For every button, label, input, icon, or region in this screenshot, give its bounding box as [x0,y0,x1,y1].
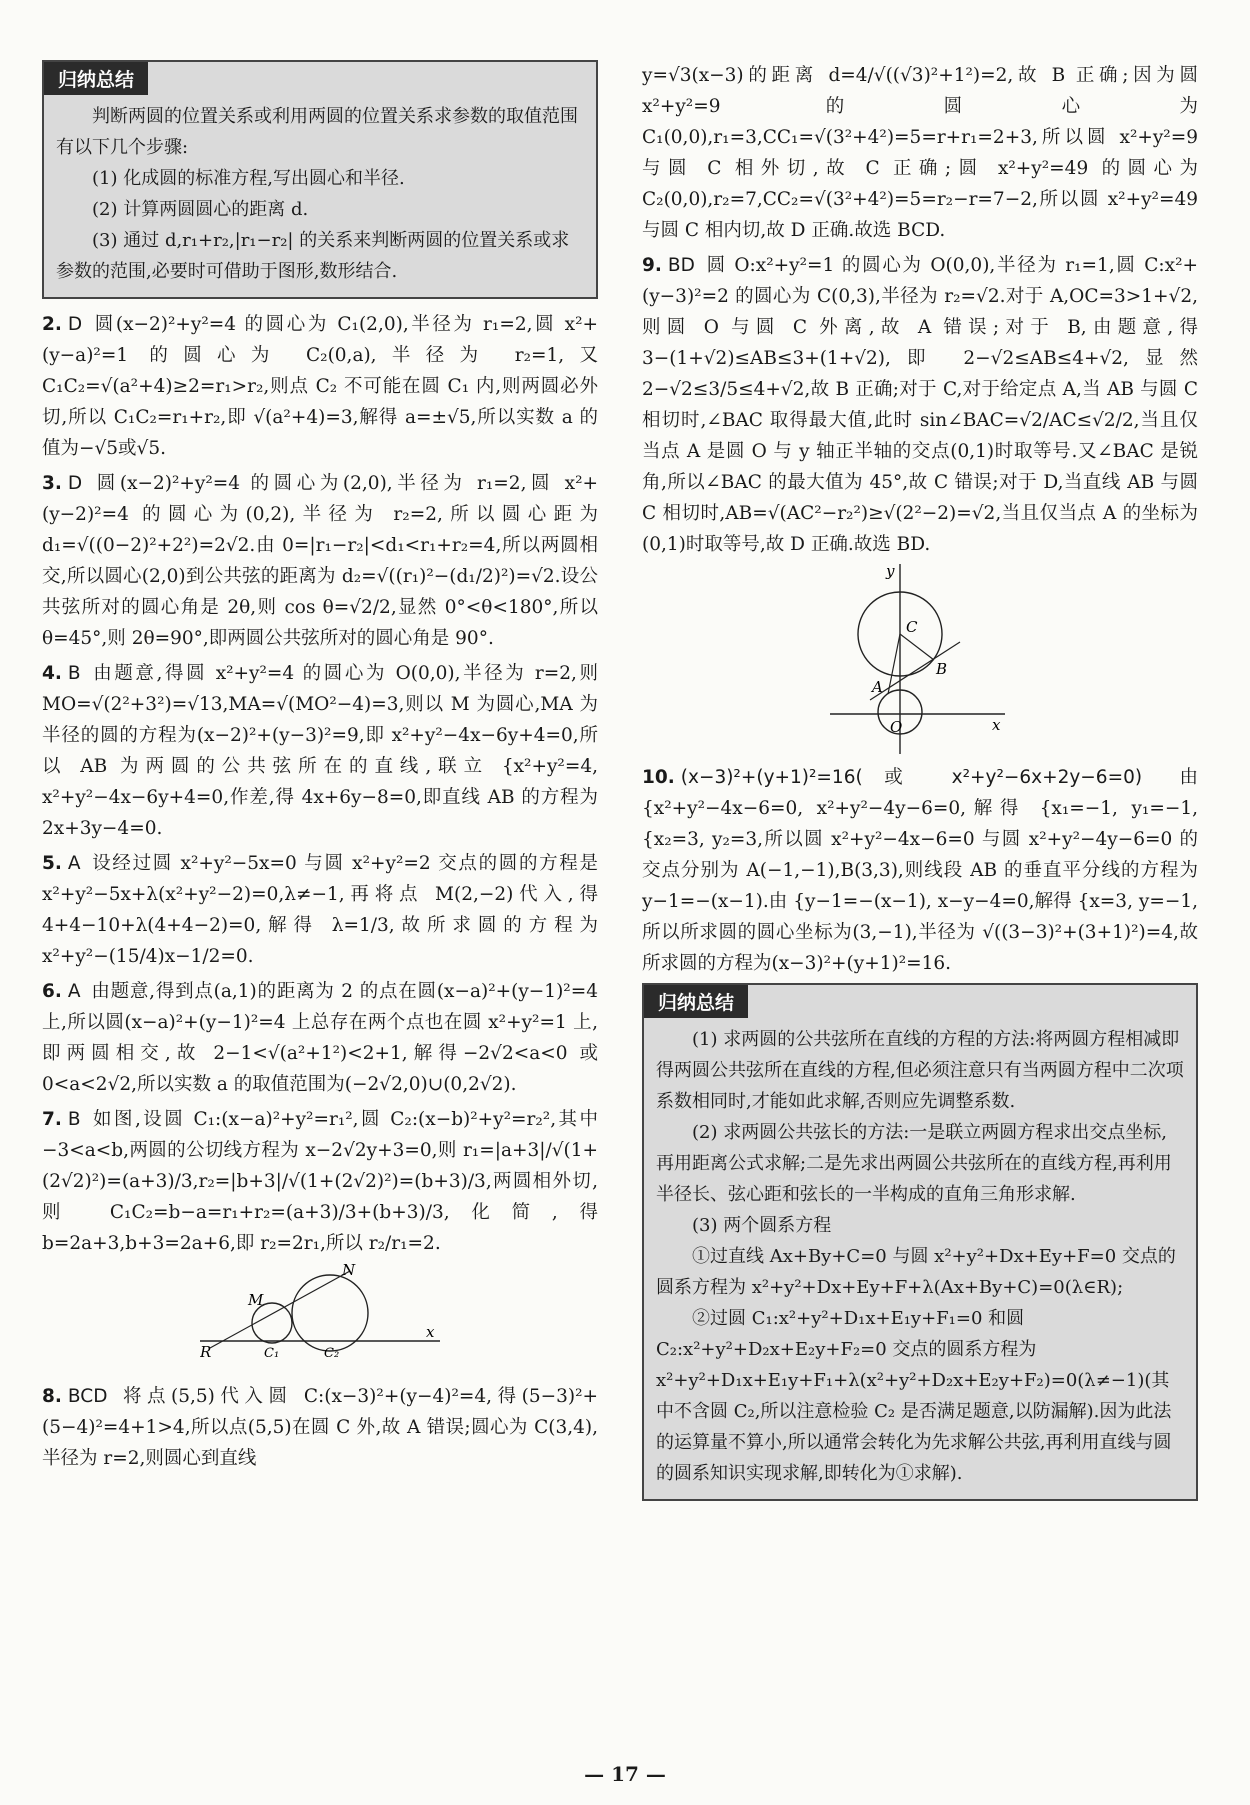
right-column [642,60,1198,1511]
circle-c2 [292,1275,368,1351]
item-answer: D [67,473,83,494]
item-text: 圆 O:x²+y²=1 的圆心为 O(0,0),半径为 r₁=1,圆 C:x²+(y−3)²=2 的圆心为 C(0,3),半径为 r₂=√2.对于 A,OC=3>1+√2,则圆 O 与圆 C 外离,故 A 错误;对于 B,由题意,得 3−(1+√2)≤AB≤3+(1+√2),即 2−√2≤AB≤4+√2,显然 2−√2≤3/5≤4+√2,故 B 正确;对于 C,对于给定点 A,当 AB 与圆 C 相切时,∠BAC 取得最大值,此时 sin∠BAC=√2/AC≤√2/2,当且仅当点 A 是圆 O 与 y 轴正半轴的交点(0,1)时取等号.又∠BAC 是锐角,所以∠BAC 的最大值为 45°,故 C 错误;对于 D,当直线 AB 与圆 C 相切时,AB=√(AC²−r₂²)≥√(2²−2)=√2,当且仅当点 A 的坐标为(0,1)时取等号,故 D 正确.故选 BD. [642,255,1198,555]
item-number: 4. [42,663,62,684]
item-answer: BCD [67,1386,108,1407]
summary-box-2 [642,983,1198,1501]
item-number: 3. [42,473,62,494]
item-answer: (x−3)²+(y+1)²=16(或 x²+y²−6x+2y−6=0) [680,767,1143,788]
label-y: y [886,564,895,580]
item-answer: B [67,1109,81,1130]
summary-line: (3) 通过 d,r₁+r₂,|r₁−r₂| 的关系来判断两圆的位置关系或求参数的范围,必要时可借助于图形,数形结合. [56,230,570,282]
solution-item-8-continued [642,60,1198,246]
solution-item-8 [42,1381,598,1474]
label-x: x [992,716,1001,734]
item-text: 将点(5,5)代入圆 C:(x−3)²+(y−4)²=4,得(5−3)²+(5−4)²=4+1>4,所以点(5,5)在圆 C 外,故 A 错误;圆心为 C(3,4),半径为 r=2,则圆心到直线 [42,1386,598,1469]
summary-tag: 归纳总结 [644,985,748,1018]
tangent-line [210,1271,350,1348]
item-number: 6. [42,981,62,1002]
item-text: y=√3(x−3)的距离 d=4/√((√3)²+1²)=2,故 B 正确;因为圆 x²+y²=9 的圆心为 C₁(0,0),r₁=3,CC₁=√(3²+4²)=5=r+r₁=2+3,所以圆 x²+y²=9 与圆 C 相外切,故 C 正确;圆 x²+y²=49 的圆心为 C₂(0,0),r₂=7,CC₂=√(3²+4²)=5=r₂−r=7−2,所以圆 x²+y²=49 与圆 C 相内切,故 D 正确.故选 BCD. [642,65,1198,241]
item-number: 5. [42,853,62,874]
solution-item-4 [42,658,598,844]
label-o: O [890,718,903,736]
solution-item-5 [42,848,598,972]
label-r: R [200,1343,212,1361]
label-x: x [426,1323,435,1341]
figure-item-7 [200,1263,440,1373]
item-answer: B [67,663,81,684]
circle-c1 [252,1303,292,1343]
item-text: 如图,设圆 C₁:(x−a)²+y²=r₁²,圆 C₂:(x−b)²+y²=r₂²,其中−3<a<b,两圆的公切线方程为 x−2√2y+3=0,则 r₁=|a+3|/√(1+(2√2)²)=(a+3)/3,r₂=|b+3|/√(1+(2√2)²)=(b+3)/3,两圆相外切,则 C₁C₂=b−a=r₁+r₂=(a+3)/3+(b+3)/3,化简,得 b=2a+3,b+3=2a+6,即 r₂=2r₁,所以 r₂/r₁=2. [42,1109,598,1254]
solution-item-10 [642,762,1198,979]
item-answer: A [67,853,81,874]
label-a: A [872,678,883,696]
summary-line: (2) 求两圆公共弦长的方法:一是联立两圆方程求出交点坐标,再用距离公式求解;二是先求出两圆公共弦所在的直线方程,再利用半径长、弦心距和弦长的一半构成的直角三角形求解. [656,1122,1172,1205]
item-answer: D [67,314,83,335]
summary-line: ①过直线 Ax+By+C=0 与圆 x²+y²+Dx+Ey+F=0 交点的圆系方程为 x²+y²+Dx+Ey+F+λ(Ax+By+C)=0(λ∈R); [656,1246,1176,1298]
label-c: C [906,618,918,636]
segment-cb [900,634,934,660]
summary-line: ②过圆 C₁:x²+y²+D₁x+E₁y+F₁=0 和圆 C₂:x²+y²+D₂x+E₂y+F₂=0 交点的圆系方程为 x²+y²+D₁x+E₁y+F₁+λ(x²+y²+D₂x+E₂y+F₂)=0(λ≠−1)(其中不含圆 C₂,所以注意检验 C₂ 是否满足题意,以防漏解).因为此法的运算量不算小,所以通常会转化为先求解公共弦,再利用直线与圆的圆系知识实现求解,即转化为①求解). [656,1308,1172,1484]
label-m: M [248,1291,264,1309]
item-text: 圆(x−2)²+y²=4 的圆心为 C₁(2,0),半径为 r₁=2,圆 x²+(y−a)²=1 的圆心为 C₂(0,a),半径为 r₂=1,又 C₁C₂=√(a²+4)≥2=r₁>r₂,则点 C₂ 不可能在圆 C₁ 内,则两圆必外切,所以 C₁C₂=r₁+r₂,即 √(a²+4)=3,解得 a=±√5,所以实数 a 的值为−√5或√5. [42,314,598,459]
label-n: N [342,1263,356,1279]
item-text: 由题意,得圆 x²+y²=4 的圆心为 O(0,0),半径为 r=2,则 MO=√(2²+3²)=√13,MA=√(MO²−4)=3,则以 M 为圆心,MA 为半径的圆的方程为(x−2)²+(y−3)²=9,即 x²+y²−4x−6y+4=0,所以 AB 为两圆的公共弦所在的直线,联立 {x²+y²=4, x²+y²−4x−6y+4=0,作差,得 4x+6y−8=0,即直线 AB 的方程为 2x+3y−4=0. [42,663,598,839]
item-answer: BD [667,255,695,276]
solution-item-2 [42,309,598,464]
left-column [42,60,598,1478]
item-number: 7. [42,1109,62,1130]
solution-item-7 [42,1104,598,1259]
solution-item-3 [42,468,598,654]
summary-line: (3) 两个圆系方程 [692,1215,832,1236]
item-number: 10. [642,767,675,788]
item-answer: A [67,981,81,1002]
item-number: 2. [42,314,62,335]
summary-line: (1) 化成圆的标准方程,写出圆心和半径. [92,168,405,189]
item-number: 8. [42,1386,62,1407]
item-text: 设经过圆 x²+y²−5x=0 与圆 x²+y²=2 交点的圆的方程是 x²+y²−5x+λ(x²+y²−2)=0,λ≠−1,再将点 M(2,−2)代入,得 4+4−10+λ(4+4−2)=0,解得 λ=1/3,故所求圆的方程为 x²+y²−(15/4)x−1/2=0. [42,853,598,967]
summary-line: (1) 求两圆的公共弦所在直线的方程的方法:将两圆方程相减即得两圆公共弦所在直线的方程,但必须注意只有当两圆方程中二次项系数相同时,才能如此求解,否则应先调整系数. [656,1029,1184,1112]
item-text: 由 {x²+y²−4x−6=0, x²+y²−4y−6=0,解得 {x₁=−1, y₁=−1,{x₂=3, y₂=3,所以圆 x²+y²−4x−6=0 与圆 x²+y²−4y−6=0 的交点分别为 A(−1,−1),B(3,3),则线段 AB 的垂直平分线的方程为 y−1=−(x−1).由 {y−1=−(x−1), x−y−4=0,解得 {x=3, y=−1,所以所求圆的圆心坐标为(3,−1),半径为 √((3−3)²+(3+1)²)=4,故所求圆的方程为(x−3)²+(y+1)²=16. [642,767,1198,974]
label-b: B [936,660,948,678]
item-number: 9. [642,255,662,276]
page-number: — 17 — [584,1762,666,1786]
summary-line: 判断两圆的位置关系或利用两圆的位置关系求参数的取值范围有以下几个步骤: [56,106,578,158]
solution-item-9 [642,250,1198,560]
label-c1: C₁ [264,1346,280,1361]
label-c2: C₂ [324,1346,340,1361]
summary-tag: 归纳总结 [44,62,148,95]
summary-box-1 [42,60,598,299]
solution-item-6 [42,976,598,1100]
figure-item-9 [830,564,1010,754]
item-text: 圆(x−2)²+y²=4 的圆心为(2,0),半径为 r₁=2,圆 x²+(y−2)²=4 的圆心为(0,2),半径为 r₂=2,所以圆心距为 d₁=√((0−2)²+2²)=2√2.由 0=|r₁−r₂|<d₁<r₁+r₂=4,所以两圆相交,所以圆心(2,0)到公共弦的距离为 d₂=√((r₁)²−(d₁/2)²)=√2.设公共弦所对的圆心角是 2θ,则 cos θ=√2/2,显然 0°<θ<180°,所以 θ=45°,则 2θ=90°,即两圆公共弦所对的圆心角是 90°. [42,473,598,649]
item-text: 由题意,得到点(a,1)的距离为 2 的点在圆(x−a)²+(y−1)²=4 上,所以圆(x−a)²+(y−1)²=4 上总存在两个点也在圆 x²+y²=1 上,即两圆相交,故 2−1<√(a²+1²)<2+1,解得−2√2<a<0 或 0<a<2√2,所以实数 a 的取值范围为(−2√2,0)∪(0,2√2). [42,981,598,1095]
summary-line: (2) 计算两圆圆心的距离 d. [92,199,309,220]
